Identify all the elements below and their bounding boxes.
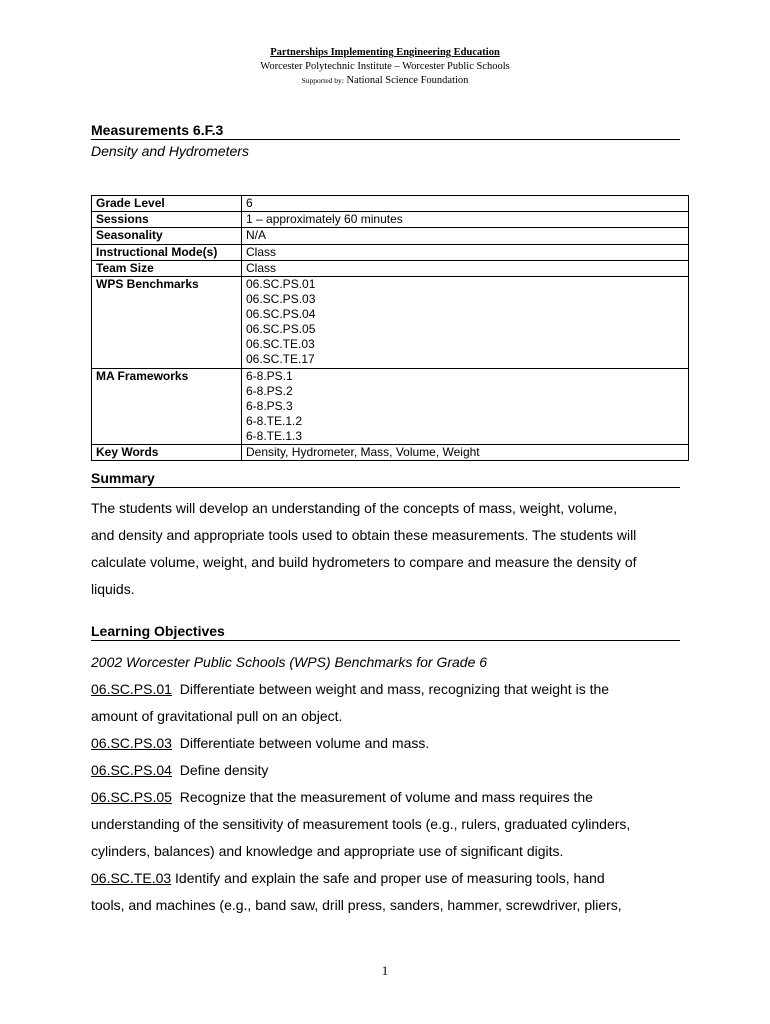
table-row xyxy=(92,277,689,369)
benchmarks-intro: 2002 Worcester Public Schools (WPS) Benchmarks for Grade 6 xyxy=(91,654,488,670)
row-value-line: 06.SC.TE.17 xyxy=(246,352,315,367)
benchmark-code: 06.SC.PS.03 xyxy=(91,735,172,751)
objective-text: understanding of the sensitivity of measurement tools (e.g., rulers, graduated cylinders, xyxy=(91,816,631,832)
row-label: WPS Benchmarks xyxy=(92,277,242,369)
row-value xyxy=(242,277,689,369)
learning-objectives-heading: Learning Objectives xyxy=(91,623,680,641)
table-row xyxy=(92,196,689,212)
row-value-line: 6-8.PS.1 xyxy=(246,368,293,383)
row-value xyxy=(242,228,689,244)
header-program-name: Partnerships Implementing Engineering Education xyxy=(270,47,500,58)
table-row xyxy=(92,244,689,260)
summary-line: calculate volume, weight, and build hydrometers to compare and measure the density of xyxy=(91,554,637,570)
summary-heading: Summary xyxy=(91,470,680,488)
row-value-line: 6-8.TE.1.2 xyxy=(246,413,303,428)
row-value xyxy=(242,445,689,461)
header-supporter xyxy=(0,74,770,88)
objective-line xyxy=(91,703,691,730)
learning-objectives-body xyxy=(91,649,691,919)
benchmark-code: 06.SC.PS.01 xyxy=(91,681,172,697)
row-label: MA Frameworks xyxy=(92,368,242,444)
summary-line: The students will develop an understanding of the concepts of mass, weight, volume, xyxy=(91,500,618,516)
row-value-line: 06.SC.PS.03 xyxy=(246,292,316,307)
page-number: 1 xyxy=(381,963,389,978)
objective-line xyxy=(91,865,691,892)
objective-text: amount of gravitational pull on an object. xyxy=(91,708,343,724)
objective-text: cylinders, balances) and knowledge and appropriate use of significant digits. xyxy=(91,843,564,859)
row-value xyxy=(242,196,689,212)
row-value-line: 6-8.TE.1.3 xyxy=(246,428,303,443)
header-institutions: Worcester Polytechnic Institute – Worcester Public Schools xyxy=(260,61,510,72)
objective-text: Differentiate between volume and mass. xyxy=(171,735,430,751)
row-label: Instructional Mode(s) xyxy=(92,244,242,260)
objective-line xyxy=(91,838,691,865)
objective-line xyxy=(91,811,691,838)
row-value xyxy=(242,368,689,444)
table-row xyxy=(92,228,689,244)
benchmark-code: 06.SC.PS.05 xyxy=(91,789,172,805)
benchmark-code: 06.SC.PS.04 xyxy=(91,762,172,778)
table-row xyxy=(92,368,689,444)
objective-text: Define density xyxy=(171,762,269,778)
document-header xyxy=(0,46,770,88)
objective-text: Differentiate between weight and mass, recognizing that weight is the xyxy=(171,681,610,697)
header-supported-by-label: Supported by: xyxy=(301,76,344,85)
row-value-line: Class xyxy=(246,260,277,275)
table-row xyxy=(92,212,689,228)
lesson-info-table xyxy=(91,195,689,461)
row-value-line: 06.SC.PS.01 xyxy=(246,277,316,292)
header-supporter-name: National Science Foundation xyxy=(346,75,469,86)
objective-text: Recognize that the measurement of volume and mass requires the xyxy=(171,789,593,805)
objective-line xyxy=(91,676,691,703)
benchmark-code: 06.SC.TE.03 xyxy=(91,870,172,886)
row-label: Seasonality xyxy=(92,228,242,244)
document-title: Measurements 6.F.3 xyxy=(91,122,680,140)
row-value-line: N/A xyxy=(246,228,267,243)
row-label: Key Words xyxy=(92,445,242,461)
table-row xyxy=(92,445,689,461)
row-value-line: 06.SC.PS.04 xyxy=(246,307,316,322)
objective-text: tools, and machines (e.g., band saw, drill press, sanders, hammer, screwdriver, pliers, xyxy=(91,897,622,913)
row-value-line: 6-8.PS.3 xyxy=(246,398,293,413)
row-value-line: Density, Hydrometer, Mass, Volume, Weight xyxy=(246,445,480,460)
objective-line xyxy=(91,892,691,919)
row-value-line: 6-8.PS.2 xyxy=(246,383,293,398)
row-label: Grade Level xyxy=(92,196,242,212)
row-value-line: Class xyxy=(246,244,277,259)
row-value xyxy=(242,244,689,260)
summary-paragraph xyxy=(91,495,691,603)
table-row xyxy=(92,260,689,276)
objective-line xyxy=(91,757,691,784)
summary-line: liquids. xyxy=(91,581,135,597)
row-value-line: 6 xyxy=(246,196,253,210)
document-subtitle: Density and Hydrometers xyxy=(91,143,249,159)
row-value-line: 1 – approximately 60 minutes xyxy=(246,212,403,227)
objective-line xyxy=(91,730,691,757)
row-value-line: 06.SC.PS.05 xyxy=(246,322,316,337)
row-value xyxy=(242,260,689,276)
row-label: Team Size xyxy=(92,260,242,276)
row-value-line: 06.SC.TE.03 xyxy=(246,337,315,352)
objective-text: Identify and explain the safe and proper use of measuring tools, hand xyxy=(171,870,605,886)
summary-line: and density and appropriate tools used to obtain these measurements. The students will xyxy=(91,527,637,543)
row-label: Sessions xyxy=(92,212,242,228)
objective-line xyxy=(91,784,691,811)
row-value xyxy=(242,212,689,228)
